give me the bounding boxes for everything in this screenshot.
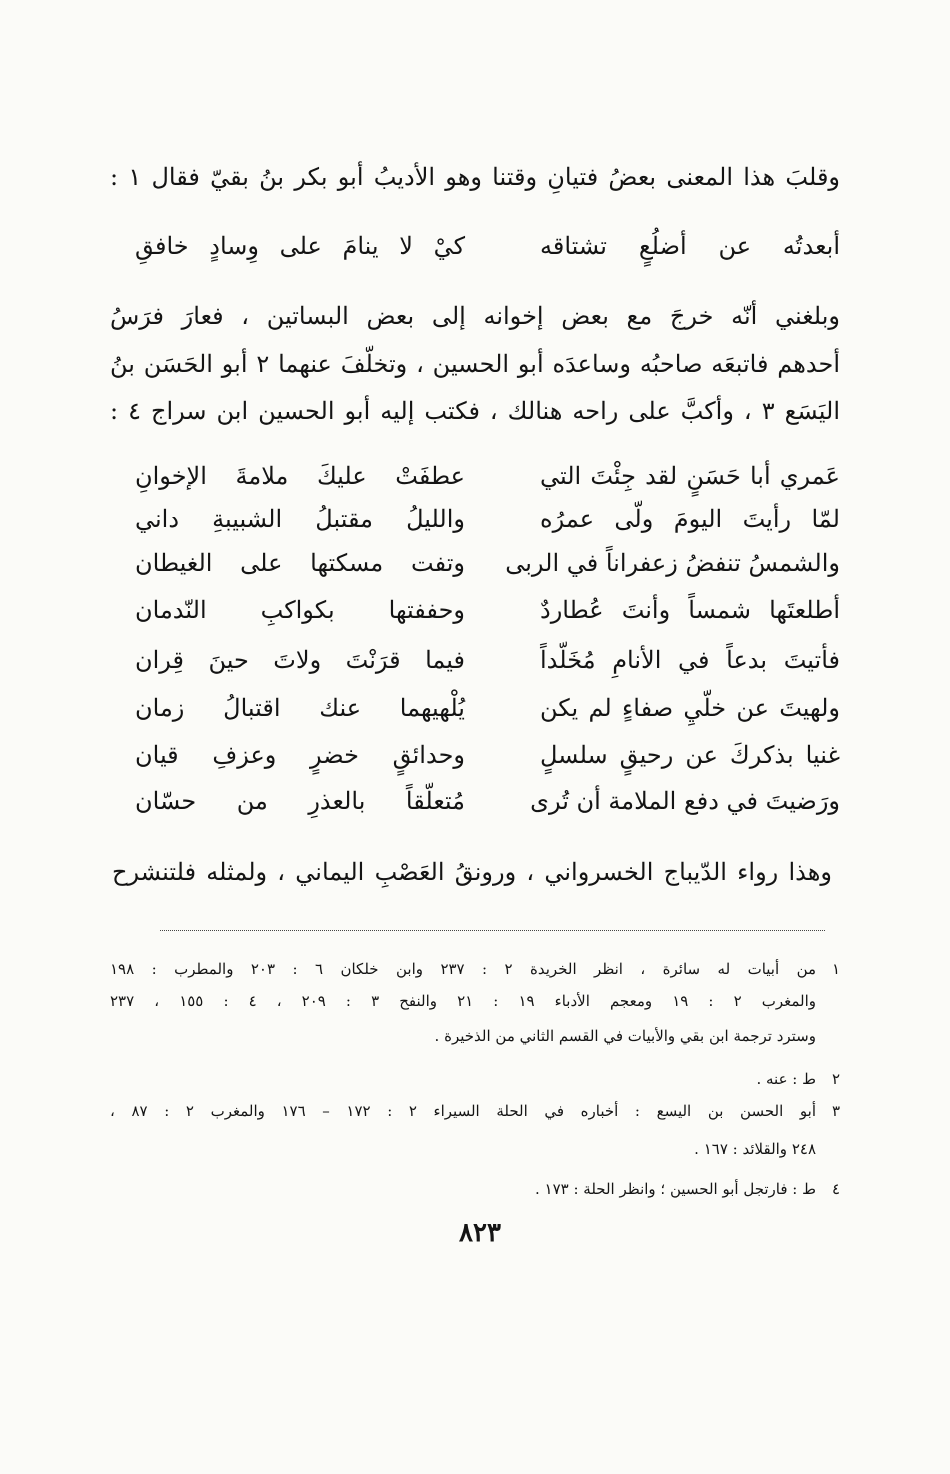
poem-verse	[135, 741, 840, 781]
verse-first-hemistich: أبعدتُه عن أضلُعٍ تشتاقه	[540, 232, 840, 260]
intro-line: وقلبَ هذا المعنى بعضُ فتيانِ وقتنا وهو الأديبُ أبو بكر بنُ بقيّ فقال ١ :	[110, 163, 841, 191]
single-verse	[135, 232, 840, 272]
poem-second-hemistich: وحففتها بكواكبِ النّدمان	[135, 596, 465, 624]
footnote	[110, 1102, 840, 1124]
paragraph-line: أحدهم فاتبعَه صاحبُه وساعدَه أبو الحسين ، وتخلّفَ عنهما ٢ أبو الحَسَن بنُ	[110, 350, 840, 378]
poem-first-hemistich: أطلعتَها شمساً وأنتَ عُطاردٌ	[540, 596, 840, 624]
poem-verse	[135, 549, 840, 589]
poem-first-hemistich: ولهيتَ عن خلّيِ صفاءٍ لم يكن	[540, 694, 840, 722]
paragraph-line: وبلغني أنّه خرجَ مع بعض إخوانه إلى بعض البساتين ، فعارَ فرَسُ	[110, 302, 840, 330]
footnote-text: من أبيات له سائرة ، انظر الخريدة ٢ : ٢٣٧ وابن خلكان ٦ : ٢٠٣ والمطرب : ١٩٨	[110, 960, 817, 978]
poem-first-hemistich: والشمسُ تنفضُ زعفراناً في الربى	[505, 549, 840, 577]
poem-first-hemistich: فأتيتَ بدعاً في الأنامِ مُخَلّداً	[540, 646, 840, 674]
poem-verse	[135, 596, 840, 636]
poem-second-hemistich: فيما قرَنْتَ ولاتَ حينَ قِران	[135, 646, 465, 674]
poem-second-hemistich: وتفت مسكتها على الغيطان	[135, 549, 465, 577]
poem-second-hemistich: مُتعلّقاً بالعذرِ من حسّان	[135, 787, 465, 815]
footnote-divider	[160, 930, 825, 931]
footnote	[110, 960, 840, 982]
poem-verse	[135, 505, 840, 545]
footnote	[110, 1070, 840, 1092]
poem-first-hemistich: غنيا بذكركَ عن رحيقٍ سلسلٍ	[540, 741, 840, 769]
footnote-number: ٣	[831, 1102, 840, 1120]
footnote-continuation: والمغرب ٢ : ١٩ ومعجم الأدباء ١٩ : ٢١ والنفح ٣ : ٢٠٩ ، ٤ : ١٥٥ ، ٢٣٧	[110, 992, 817, 1010]
page-number: ٨٢٣	[459, 1218, 501, 1248]
poem-verse	[135, 646, 840, 686]
footnote-text: ط : عنه .	[756, 1070, 816, 1088]
footnote-number: ٢	[831, 1070, 840, 1088]
verse-second-hemistich: كيْ لا ينامَ على وِسادٍ خافقِ	[135, 232, 465, 260]
closing-line: وهذا رواء الدّيباج الخسرواني ، ورونقُ العَصْبِ اليماني ، ولمثله فلتنشرح	[112, 858, 833, 886]
poem-first-hemistich: لمّا رأيتَ اليومَ ولّى عمرُه	[540, 505, 840, 533]
footnote-text: ط : فارتجل أبو الحسين ؛ وانظر الحلة : ١٧٣ .	[534, 1180, 816, 1198]
poem-verse	[135, 462, 840, 502]
footnote	[110, 1180, 840, 1202]
poem-first-hemistich: ورَضيتَ في دفع الملامة أن تُرى	[530, 787, 840, 815]
poem-second-hemistich: يُلْهيهما عنك اقتبالُ زمان	[135, 694, 465, 722]
footnote-number: ١	[831, 960, 840, 978]
poem-second-hemistich: وحدائقٍ خضرٍ وعزفِ قيان	[135, 741, 465, 769]
footnote-continuation: وسترد ترجمة ابن بقي والأبيات في القسم الثاني من الذخيرة .	[434, 1027, 816, 1045]
poem-verse	[135, 694, 840, 734]
footnote-text: أبو الحسن بن اليسع : أخباره في الحلة السيراء ٢ : ١٧٢ – ١٧٦ والمغرب ٢ : ٨٧ ،	[110, 1102, 816, 1120]
poem-second-hemistich: والليلُ مقتبلُ الشبيبةِ داني	[135, 505, 465, 533]
poem-verse	[135, 787, 840, 827]
poem-first-hemistich: عَمري أبا حَسَنٍ لقد جِئْتَ التي	[540, 462, 840, 490]
footnote-continuation: ٢٤٨ والقلائد : ١٦٧ .	[694, 1140, 816, 1158]
poem-second-hemistich: عطفَتْ عليكَ ملامةَ الإخوانِ	[135, 462, 465, 490]
footnote-number: ٤	[831, 1180, 840, 1198]
paragraph-line: اليَسَع ٣ ، وأكبَّ على راحه هنالك ، فكتب إليه أبو الحسين ابن سراج ٤ :	[110, 397, 840, 425]
